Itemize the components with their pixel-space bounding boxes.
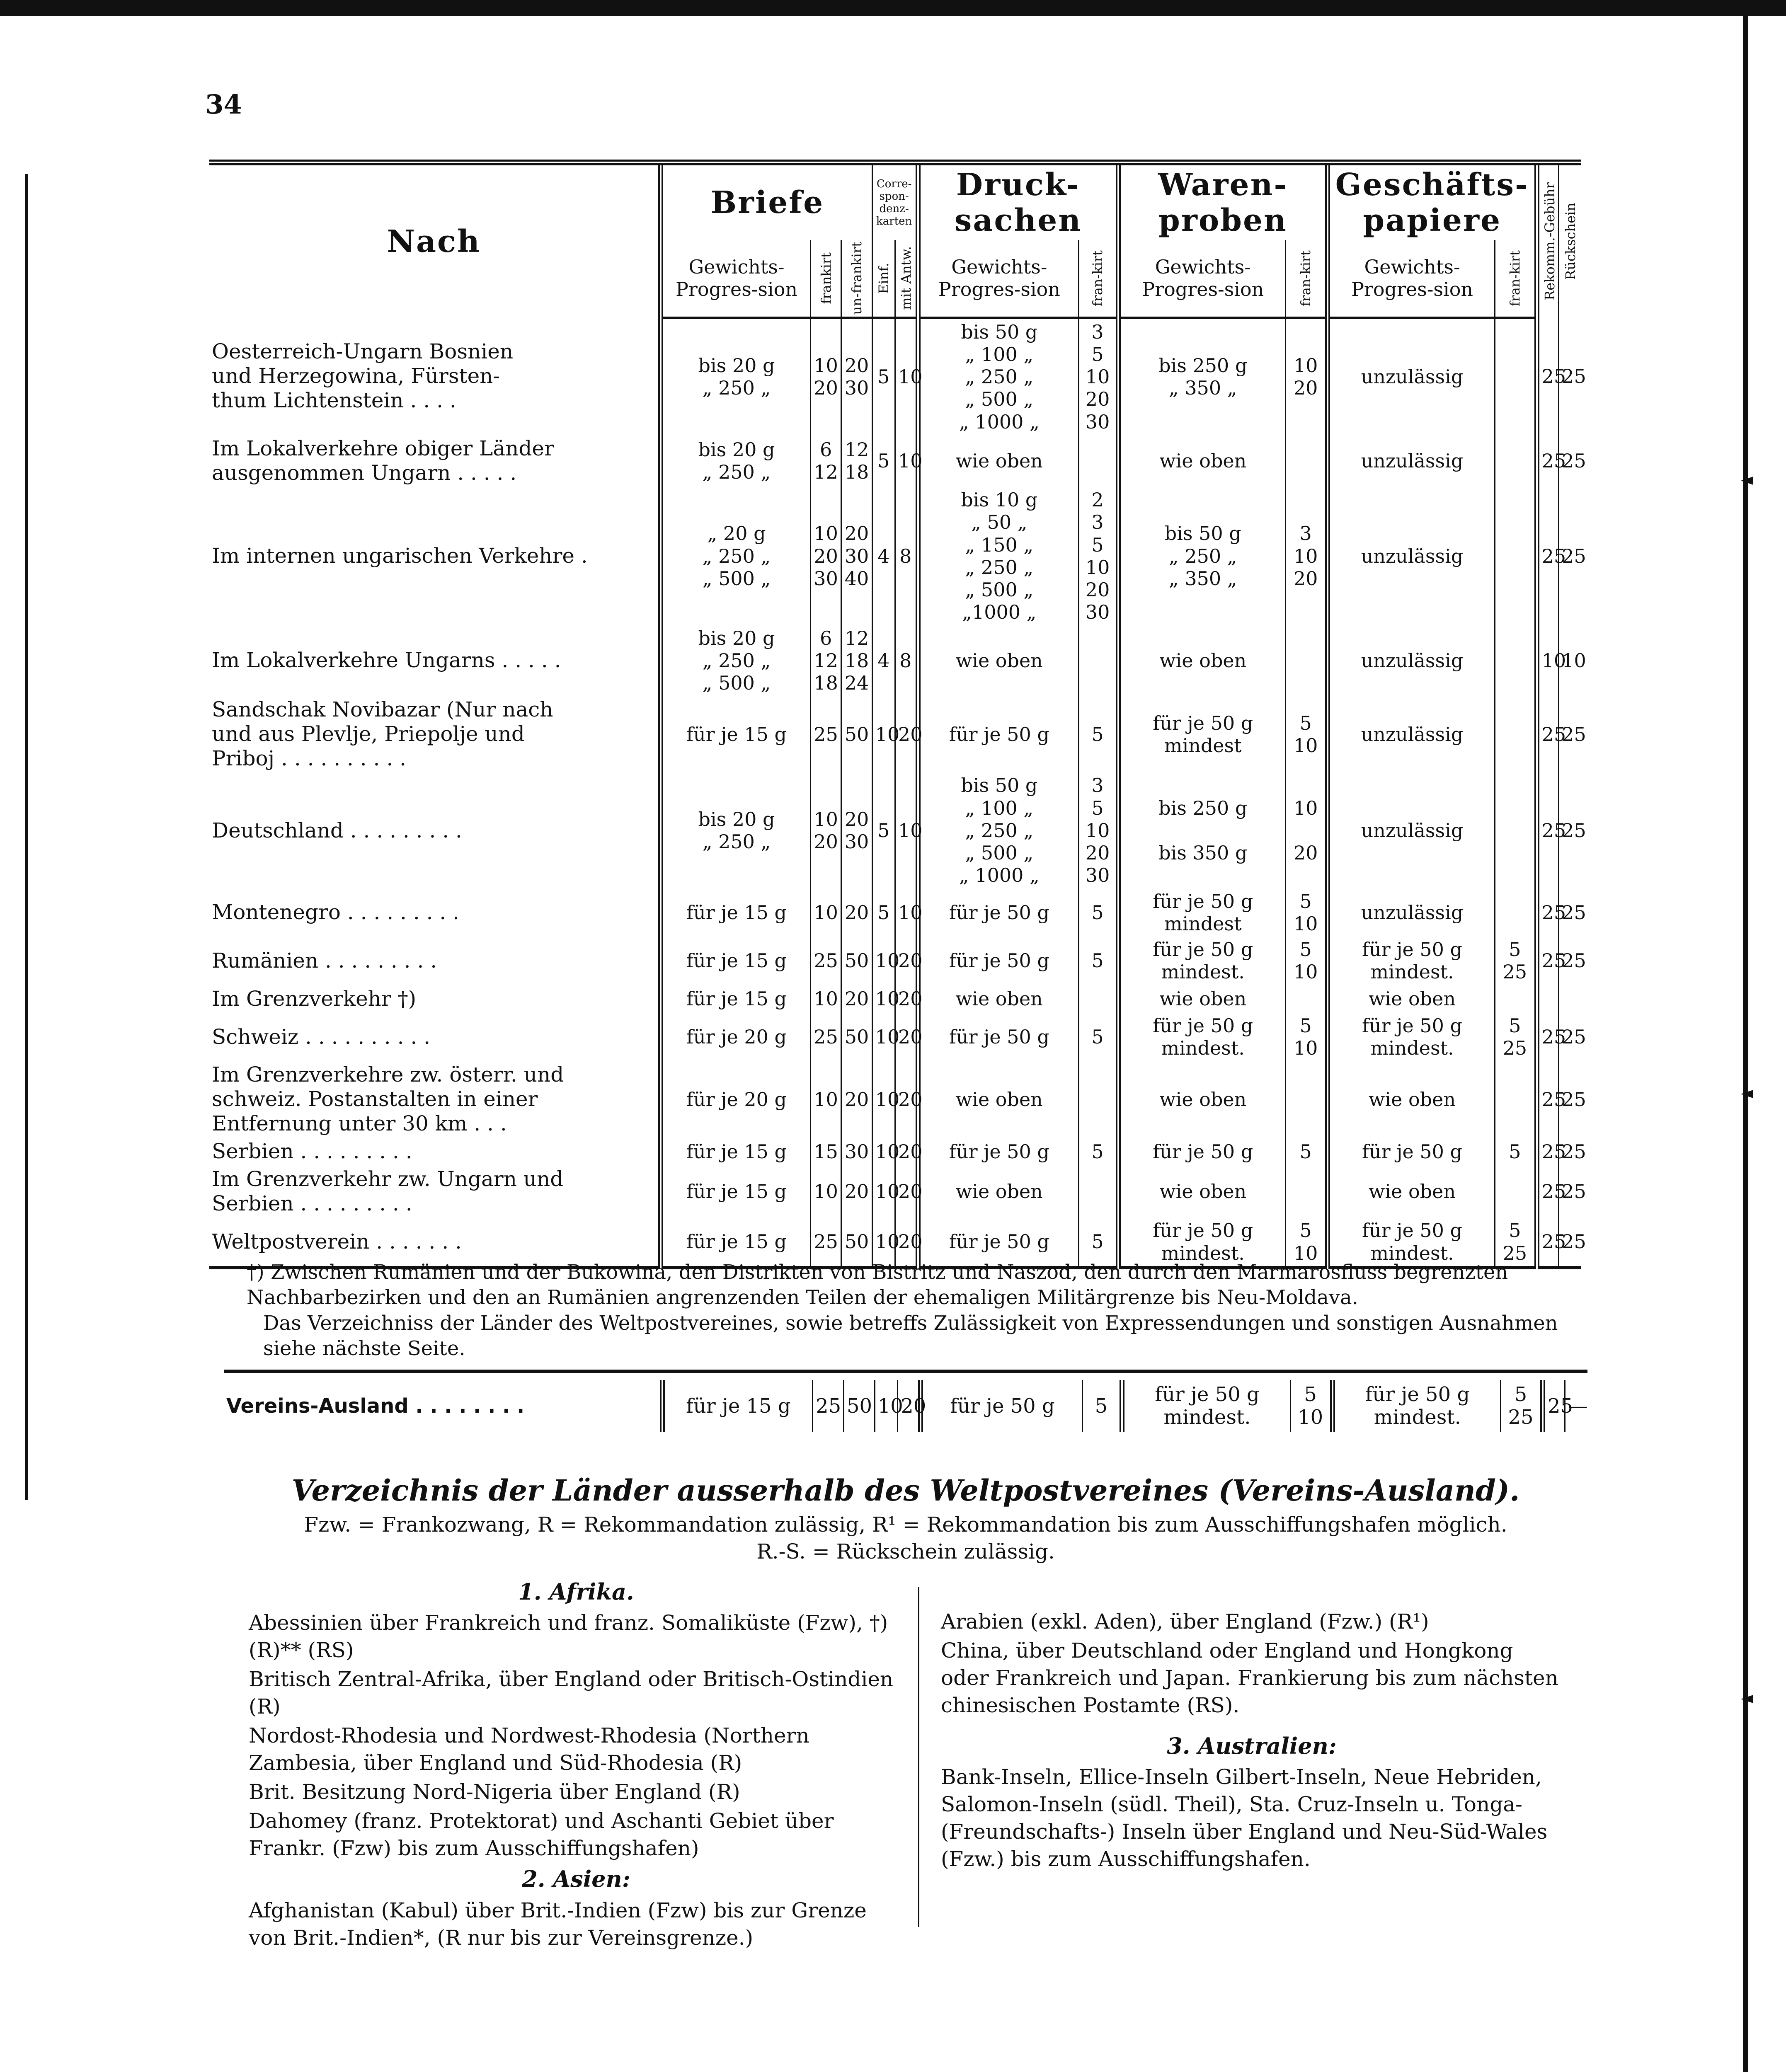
rate-cell: 5 25 bbox=[1495, 937, 1537, 985]
section-heading-afrika: 1. Afrika. bbox=[518, 1578, 634, 1605]
table-row bbox=[209, 1061, 1581, 1138]
rate-cell: wie oben bbox=[918, 985, 1079, 1013]
rate-cell: 10 bbox=[810, 1165, 841, 1218]
rate-cell: 25 bbox=[1537, 1218, 1559, 1268]
rate-cell: bis 250 g „ 350 „ bbox=[1118, 318, 1286, 435]
list-title: Verzeichnis der Länder ausserhalb des Weltpostvereines (Vereins-Ausland). bbox=[291, 1473, 1520, 1508]
rate-cell: 25 bbox=[1559, 1013, 1581, 1061]
footnote-line: †) Zwischen Rumänien und der Bukowina, den Distrikten von Bistritz und Naszod, den durch den Marmarosfluss begrenzten Nachbarbezirken und den an Rumänien angrenzenden Teilen der ehemaligen Militärgrenze bis Neu-Moldava. bbox=[247, 1261, 1508, 1310]
rate-cell: unzulässig bbox=[1328, 435, 1495, 487]
rate-cell: 12 18 24 bbox=[841, 625, 872, 696]
rate-cell: 8 bbox=[895, 625, 918, 696]
rate-cell: 10 bbox=[872, 937, 895, 985]
country-name: Montenegro . . . . . . . . . bbox=[212, 900, 460, 925]
header-rueckschein: Rückschein bbox=[1559, 162, 1581, 318]
cell: 5 10 bbox=[1290, 1380, 1332, 1432]
country-name: Im internen ungarischen Verkehre . bbox=[212, 544, 588, 568]
rate-cell: 20 bbox=[841, 985, 872, 1013]
scan-edge-right bbox=[1743, 0, 1748, 2072]
vereins-ausland-name: Vereins-Ausland . . . . . . . . bbox=[226, 1394, 525, 1418]
header-rekommandation: Rekomm.-Gebühr bbox=[1537, 162, 1559, 318]
rate-cell: 25 bbox=[1559, 1138, 1581, 1165]
rate-cell: 15 bbox=[810, 1138, 841, 1165]
rate-cell: wie oben bbox=[1118, 985, 1286, 1013]
legend-line: R.-S. = Rückschein zulässig. bbox=[756, 1539, 1055, 1564]
rate-cell: 3 5 10 20 30 bbox=[1079, 318, 1119, 435]
list-item: Arabien (exkl. Aden), über England (Fzw.) (R¹) bbox=[941, 1610, 1429, 1634]
rate-cell: 10 bbox=[872, 985, 895, 1013]
rate-cell: unzulässig bbox=[1328, 625, 1495, 696]
rate-cell bbox=[1495, 487, 1537, 625]
rate-cell: 8 bbox=[895, 487, 918, 625]
cell: für je 50 g mindest. bbox=[1333, 1380, 1501, 1432]
rate-cell: 25 bbox=[1537, 1013, 1559, 1061]
rate-cell: 25 bbox=[1559, 772, 1581, 888]
section-heading-asien: 2. Asien: bbox=[522, 1866, 630, 1893]
country-name: Weltpostverein . . . . . . . bbox=[209, 1218, 661, 1268]
section-heading-australien: 3. Australien: bbox=[1167, 1733, 1337, 1759]
rate-cell: 30 bbox=[841, 1138, 872, 1165]
rate-cell: 25 bbox=[1537, 772, 1559, 888]
rate-cell: für je 15 g bbox=[661, 888, 810, 937]
rate-cell: bis 20 g „ 250 „ „ 500 „ bbox=[661, 625, 810, 696]
rate-cell: wie oben bbox=[1328, 1061, 1495, 1138]
vereins-ausland-row bbox=[224, 1380, 1587, 1432]
header-mit-antw: mit Antw. bbox=[895, 240, 918, 318]
rate-cell: 25 bbox=[1559, 937, 1581, 985]
rate-cell: für je 50 g bbox=[918, 696, 1079, 772]
rate-cell: 4 bbox=[872, 625, 895, 696]
rate-cell: für je 15 g bbox=[661, 1165, 810, 1218]
header-drucksachen: Druck-sachen bbox=[918, 162, 1118, 240]
rate-cell bbox=[1495, 772, 1537, 888]
country-name: Im Grenzverkehr zw. Ungarn und Serbien . . . . . . . . . bbox=[212, 1167, 564, 1216]
cell: 5 bbox=[1082, 1380, 1122, 1432]
country-name: Deutschland . . . . . . . . . bbox=[212, 818, 462, 842]
table-row bbox=[209, 937, 1581, 985]
rate-cell: wie oben bbox=[1328, 1165, 1495, 1218]
rate-cell: für je 15 g bbox=[661, 1138, 810, 1165]
rate-cell: für je 15 g bbox=[661, 937, 810, 985]
rate-cell: 25 bbox=[1559, 435, 1581, 487]
rate-cell bbox=[1079, 985, 1119, 1013]
rate-cell: 25 bbox=[1537, 435, 1559, 487]
header-gewicht-druck: Gewichts-Progres-sion bbox=[918, 240, 1079, 318]
table-row bbox=[209, 696, 1581, 772]
rate-cell: wie oben bbox=[918, 435, 1079, 487]
cell: 50 bbox=[843, 1380, 875, 1432]
rate-cell: bis 20 g „ 250 „ bbox=[661, 772, 810, 888]
table-row bbox=[209, 318, 1581, 435]
cell: 25 bbox=[1543, 1380, 1565, 1432]
rate-cell: 5 bbox=[1079, 1138, 1119, 1165]
rate-cell bbox=[1286, 985, 1328, 1013]
rate-cell: bis 50 g „ 100 „ „ 250 „ „ 500 „ „ 1000 „ bbox=[918, 772, 1079, 888]
country-name: Sandschak Novibazar (Nur nach und aus Plevlje, Priepolje und Priboj . . . . . . . . . . bbox=[212, 697, 553, 771]
rate-cell: 5 10 bbox=[1286, 696, 1328, 772]
cell: 5 25 bbox=[1501, 1380, 1543, 1432]
header-frankirt-druck: fran-kirt bbox=[1079, 240, 1119, 318]
rate-cell: 20 bbox=[895, 985, 918, 1013]
rate-cell: 25 bbox=[1559, 1165, 1581, 1218]
postage-rate-table bbox=[209, 160, 1586, 1269]
rate-cell: wie oben bbox=[1118, 1061, 1286, 1138]
rate-cell: 20 bbox=[841, 888, 872, 937]
list-item: Brit. Besitzung Nord-Nigeria über England (R) bbox=[249, 1780, 740, 1804]
header-row bbox=[209, 162, 1581, 240]
rate-cell bbox=[1495, 435, 1537, 487]
rate-cell: unzulässig bbox=[1328, 487, 1495, 625]
rate-cell: 10 bbox=[895, 318, 918, 435]
rate-cell: 5 bbox=[872, 435, 895, 487]
rate-cell: 10 bbox=[895, 888, 918, 937]
rate-cell: für je 50 g mindest. bbox=[1118, 1218, 1286, 1268]
rate-cell: 3 10 20 bbox=[1286, 487, 1328, 625]
rate-cell: 5 bbox=[1495, 1138, 1537, 1165]
rate-cell bbox=[1537, 985, 1559, 1013]
rate-cell: „ 20 g „ 250 „ „ 500 „ bbox=[661, 487, 810, 625]
rate-cell: 10 bbox=[872, 696, 895, 772]
country-name: Schweiz . . . . . . . . . . bbox=[212, 1024, 431, 1049]
rate-cell: 25 bbox=[1537, 318, 1559, 435]
rate-cell: 5 25 bbox=[1495, 1218, 1537, 1268]
rate-cell bbox=[1495, 1165, 1537, 1218]
rate-cell: 25 bbox=[1559, 318, 1581, 435]
rate-cell: 25 bbox=[810, 1218, 841, 1268]
rate-cell: 5 bbox=[872, 772, 895, 888]
scan-edge-left bbox=[25, 174, 28, 1500]
rate-cell: bis 250 g bis 350 g bbox=[1118, 772, 1286, 888]
rate-cell bbox=[1495, 1061, 1537, 1138]
rate-cell: für je 50 g mindest. bbox=[1328, 937, 1495, 985]
rate-cell: 12 18 bbox=[841, 435, 872, 487]
list-left-column bbox=[249, 1575, 904, 1953]
rate-cell bbox=[1286, 625, 1328, 696]
rate-cell: 10 20 bbox=[1286, 318, 1328, 435]
rate-cell: 10 bbox=[872, 1218, 895, 1268]
rate-cell: 4 bbox=[872, 487, 895, 625]
table-row bbox=[209, 888, 1581, 937]
rate-cell: 50 bbox=[841, 1218, 872, 1268]
rate-cell: 10 20 30 bbox=[810, 487, 841, 625]
table-row bbox=[209, 985, 1581, 1013]
rate-cell: für je 50 g mindest bbox=[1118, 888, 1286, 937]
rate-cell: unzulässig bbox=[1328, 888, 1495, 937]
rate-cell: 50 bbox=[841, 937, 872, 985]
rate-cell bbox=[1079, 1165, 1119, 1218]
rate-cell: für je 50 g bbox=[918, 937, 1079, 985]
binding-mark-icon bbox=[1741, 1682, 1753, 1716]
rate-cell: 20 bbox=[895, 937, 918, 985]
rate-cell: 20 bbox=[841, 1061, 872, 1138]
rate-cell: 20 30 bbox=[841, 772, 872, 888]
footnote-line: Das Verzeichniss der Länder des Weltpostvereines, sowie betreffs Zulässigkeit von Expressendungen und sonstigen Ausnahmen siehe nächste Seite. bbox=[263, 1311, 1558, 1360]
rate-cell bbox=[1079, 625, 1119, 696]
rate-cell: unzulässig bbox=[1328, 318, 1495, 435]
rate-cell: wie oben bbox=[1118, 625, 1286, 696]
rate-cell: 25 bbox=[1559, 696, 1581, 772]
rate-cell: 5 bbox=[1079, 696, 1119, 772]
country-name: Rumänien . . . . . . . . . bbox=[212, 948, 437, 973]
rate-cell: 5 bbox=[872, 318, 895, 435]
rate-cell: 25 bbox=[1537, 487, 1559, 625]
rate-cell: 20 bbox=[841, 1165, 872, 1218]
rate-cell: 25 bbox=[1537, 1061, 1559, 1138]
rate-cell: bis 10 g „ 50 „ „ 150 „ „ 250 „ „ 500 „ „1000 „ bbox=[918, 487, 1079, 625]
table-row bbox=[209, 435, 1581, 487]
table-row bbox=[209, 772, 1581, 888]
rate-cell: 10 bbox=[872, 1165, 895, 1218]
rate-cell bbox=[1495, 625, 1537, 696]
rate-cell: 5 bbox=[1286, 1138, 1328, 1165]
rate-cell: für je 50 g mindest bbox=[1118, 696, 1286, 772]
rate-cell: 20 bbox=[895, 1061, 918, 1138]
rate-cell: wie oben bbox=[918, 1165, 1079, 1218]
rate-cell: 10 bbox=[872, 1013, 895, 1061]
header-einf: Einf. bbox=[872, 240, 895, 318]
footnote-grenzverkehr bbox=[247, 1260, 1585, 1362]
rate-rows bbox=[209, 318, 1586, 1268]
rate-cell: für je 50 g bbox=[918, 888, 1079, 937]
rate-cell: 25 bbox=[1537, 937, 1559, 985]
rate-cell: 50 bbox=[841, 1013, 872, 1061]
rate-cell: wie oben bbox=[918, 1061, 1079, 1138]
rate-cell: 25 bbox=[810, 696, 841, 772]
rate-cell: für je 50 g bbox=[918, 1218, 1079, 1268]
list-item: Dahomey (franz. Protektorat) und Aschanti Gebiet über Frankr. (Fzw) bis zum Ausschiffungshafen) bbox=[249, 1809, 834, 1861]
rate-cell: bis 50 g „ 250 „ „ 350 „ bbox=[1118, 487, 1286, 625]
rate-cell: 5 bbox=[872, 888, 895, 937]
rate-cell: bis 20 g „ 250 „ bbox=[661, 435, 810, 487]
cell: 10 bbox=[875, 1380, 898, 1432]
rate-cell: 10 20 bbox=[1286, 772, 1328, 888]
divider bbox=[224, 1370, 1587, 1373]
rate-cell: 10 bbox=[1537, 625, 1559, 696]
rate-cell: für je 50 g bbox=[1118, 1138, 1286, 1165]
rate-cell: 20 bbox=[895, 1013, 918, 1061]
rate-cell: 3 5 10 20 30 bbox=[1079, 772, 1119, 888]
scan-edge-top bbox=[0, 0, 1786, 16]
rate-cell: 10 bbox=[872, 1138, 895, 1165]
rate-cell: 25 bbox=[1559, 487, 1581, 625]
rate-cell bbox=[1495, 696, 1537, 772]
rate-cell bbox=[1079, 1061, 1119, 1138]
rate-cell: 5 bbox=[1079, 937, 1119, 985]
rate-cell: 10 20 bbox=[810, 318, 841, 435]
rate-cell: 10 bbox=[872, 1061, 895, 1138]
list-item: Nordost-Rhodesia und Nordwest-Rhodesia (Northern Zambesia, über England und Süd-Rhodesia (R) bbox=[249, 1723, 809, 1775]
rate-cell: 50 bbox=[841, 696, 872, 772]
rate-cell: 10 bbox=[1559, 625, 1581, 696]
rate-cell: 20 bbox=[895, 1218, 918, 1268]
rate-cell: 25 bbox=[810, 1013, 841, 1061]
rate-cell: 20 bbox=[895, 1138, 918, 1165]
header-warenproben: Waren-proben bbox=[1118, 162, 1328, 240]
country-name: Im Grenzverkehre zw. österr. und schweiz. Postanstalten in einer Entfernung unter 30 km . . . bbox=[212, 1063, 564, 1136]
list-item: Afghanistan (Kabul) über Brit.-Indien (Fzw) bis zur Grenze von Brit.-Indien*, (R nur bis zur Vereinsgrenze.) bbox=[249, 1898, 867, 1950]
cell: für je 50 g mindest. bbox=[1122, 1380, 1290, 1432]
rate-cell: für je 20 g bbox=[661, 1061, 810, 1138]
rate-cell: für je 50 g mindest. bbox=[1118, 1013, 1286, 1061]
country-name: Im Grenzverkehr †) bbox=[212, 986, 417, 1011]
rate-cell: für je 50 g mindest. bbox=[1328, 1218, 1495, 1268]
cell: für je 15 g bbox=[662, 1380, 813, 1432]
rate-cell: 10 20 bbox=[810, 772, 841, 888]
list-item: Bank-Inseln, Ellice-Inseln Gilbert-Inseln, Neue Hebriden, Salomon-Inseln (südl. Theil), Sta. Cruz-Inseln u. Tonga- (Freundschafts-) Inseln über England und Neu-Süd-Wales (Fzw.) bis zum Ausschiffungshafen. bbox=[941, 1765, 1548, 1871]
header-correspondenzkarten: Corre-spon-denz-karten bbox=[872, 162, 918, 240]
table-row bbox=[209, 1138, 1581, 1165]
rate-cell: 10 bbox=[810, 1061, 841, 1138]
rate-cell bbox=[1079, 435, 1119, 487]
table-row bbox=[209, 625, 1581, 696]
country-name: Im Lokalverkehre Ungarns . . . . . bbox=[212, 648, 561, 673]
header-frankirt-waren: fran-kirt bbox=[1286, 240, 1328, 318]
header-frankirt-geschaeft: fran-kirt bbox=[1495, 240, 1537, 318]
rate-cell: für je 15 g bbox=[661, 985, 810, 1013]
rate-cell: 10 bbox=[810, 985, 841, 1013]
rate-cell: für je 50 g mindest. bbox=[1118, 937, 1286, 985]
rate-cell: 5 bbox=[1079, 888, 1119, 937]
list-right-column bbox=[941, 1608, 1563, 1874]
rate-cell: bis 50 g „ 100 „ „ 250 „ „ 500 „ „ 1000 „ bbox=[918, 318, 1079, 435]
rate-cell: für je 50 g bbox=[918, 1013, 1079, 1061]
rate-cell: wie oben bbox=[1328, 985, 1495, 1013]
header-nach: Nach bbox=[209, 162, 661, 318]
rate-cell: 20 30 bbox=[841, 318, 872, 435]
rate-cell: 5 10 bbox=[1286, 937, 1328, 985]
rate-cell: bis 20 g „ 250 „ bbox=[661, 318, 810, 435]
rate-cell: 10 bbox=[895, 435, 918, 487]
rate-cell: 5 10 bbox=[1286, 1218, 1328, 1268]
legend-line: Fzw. = Frankozwang, R = Rekommandation zulässig, R¹ = Rekommandation bis zum Ausschiffungshafen möglich. bbox=[304, 1513, 1507, 1537]
table-row bbox=[209, 1165, 1581, 1218]
cell: — bbox=[1565, 1380, 1587, 1432]
header-gewicht-briefe: Gewichts-Progres-sion bbox=[661, 240, 810, 318]
rate-cell: 6 12 bbox=[810, 435, 841, 487]
rate-cell bbox=[1495, 888, 1537, 937]
header-frankirt: frankirt bbox=[810, 240, 841, 318]
rate-cell: wie oben bbox=[1118, 1165, 1286, 1218]
list-item: Britisch Zentral-Afrika, über England oder Britisch-Ostindien (R) bbox=[249, 1667, 894, 1719]
header-gewicht-waren: Gewichts-Progres-sion bbox=[1118, 240, 1286, 318]
rate-cell: wie oben bbox=[1118, 435, 1286, 487]
binding-mark-icon bbox=[1741, 1077, 1753, 1111]
header-briefe: Briefe bbox=[661, 162, 872, 240]
rate-cell: 6 12 18 bbox=[810, 625, 841, 696]
rate-cell: 25 bbox=[1537, 888, 1559, 937]
column-divider bbox=[918, 1587, 919, 1927]
rate-cell bbox=[1286, 435, 1328, 487]
header-unfrankirt: un-frankirt bbox=[841, 240, 872, 318]
cell: 25 bbox=[813, 1380, 844, 1432]
rate-cell: 10 bbox=[895, 772, 918, 888]
page-number: 34 bbox=[205, 89, 242, 120]
cell: für je 50 g bbox=[921, 1380, 1082, 1432]
rate-cell: 25 bbox=[1537, 1165, 1559, 1218]
rate-cell: 20 30 40 bbox=[841, 487, 872, 625]
rate-cell: für je 15 g bbox=[661, 1218, 810, 1268]
cell: 20 bbox=[898, 1380, 921, 1432]
rate-cell: 5 25 bbox=[1495, 1013, 1537, 1061]
rate-cell: 5 10 bbox=[1286, 1013, 1328, 1061]
list-item: Abessinien über Frankreich und franz. Somaliküste (Fzw), †) (R)** (RS) bbox=[249, 1611, 888, 1663]
rate-cell: 20 bbox=[895, 696, 918, 772]
rate-cell: 5 bbox=[1079, 1218, 1119, 1268]
rate-cell: 25 bbox=[1559, 1061, 1581, 1138]
rate-cell bbox=[1559, 985, 1581, 1013]
rate-cell: 20 bbox=[895, 1165, 918, 1218]
rate-cell: für je 50 g bbox=[1328, 1138, 1495, 1165]
rate-cell: 2 3 5 10 20 30 bbox=[1079, 487, 1119, 625]
table-row bbox=[209, 487, 1581, 625]
list-item: China, über Deutschland oder England und Hongkong oder Frankreich und Japan. Frankierung bis zum nächsten chinesischen Postamte (RS). bbox=[941, 1639, 1558, 1717]
rate-cell: für je 15 g bbox=[661, 696, 810, 772]
rate-cell: 5 bbox=[1079, 1013, 1119, 1061]
country-name: Serbien . . . . . . . . . bbox=[212, 1139, 412, 1164]
rate-cell bbox=[1286, 1061, 1328, 1138]
header-geschaeftspapiere: Geschäfts-papiere bbox=[1328, 162, 1537, 240]
rate-cell: 25 bbox=[1559, 1218, 1581, 1268]
rate-cell: 25 bbox=[810, 937, 841, 985]
country-name: Oesterreich-Ungarn Bosnien und Herzegowina, Fürsten- thum Lichtenstein . . . . bbox=[212, 339, 514, 413]
rate-cell: 25 bbox=[1559, 888, 1581, 937]
rate-cell: unzulässig bbox=[1328, 696, 1495, 772]
rate-cell bbox=[1495, 318, 1537, 435]
rate-cell: 25 bbox=[1537, 1138, 1559, 1165]
rate-cell: 25 bbox=[1537, 696, 1559, 772]
binding-mark-icon bbox=[1741, 464, 1753, 497]
rate-cell: für je 50 g bbox=[918, 1138, 1079, 1165]
header-gewicht-geschaeft: Gewichts-Progres-sion bbox=[1328, 240, 1495, 318]
rate-cell: unzulässig bbox=[1328, 772, 1495, 888]
rate-cell bbox=[1286, 1165, 1328, 1218]
rate-cell bbox=[1495, 985, 1537, 1013]
rate-cell: für je 50 g mindest. bbox=[1328, 1013, 1495, 1061]
rate-cell: für je 20 g bbox=[661, 1013, 810, 1061]
table-row bbox=[209, 1013, 1581, 1061]
rate-cell: wie oben bbox=[918, 625, 1079, 696]
country-name: Im Lokalverkehre obiger Länder ausgenommen Ungarn . . . . . bbox=[212, 436, 554, 485]
rate-cell: 5 10 bbox=[1286, 888, 1328, 937]
rate-cell: 10 bbox=[810, 888, 841, 937]
